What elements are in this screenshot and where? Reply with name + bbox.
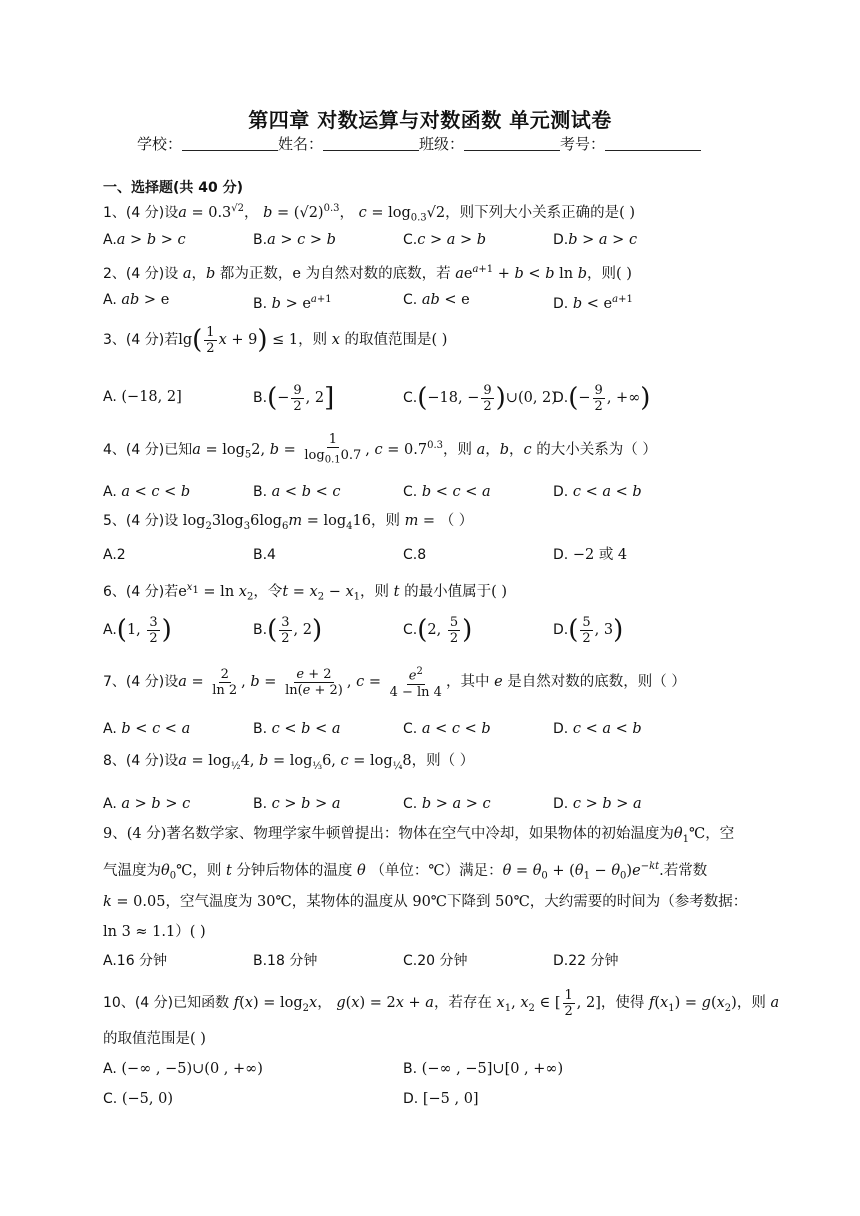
- name-label: 姓名：: [278, 135, 324, 153]
- option-d[interactable]: D. [−5 , 0]: [403, 1091, 479, 1107]
- question-10-options-row2: [103, 1088, 783, 1110]
- option-b[interactable]: B.4: [253, 547, 276, 563]
- option-b[interactable]: B. c > b > a: [253, 796, 341, 812]
- option-c[interactable]: C. b > a > c: [403, 796, 491, 812]
- option-c[interactable]: C. (−5, 0): [103, 1091, 173, 1107]
- option-d[interactable]: D. c < a < b: [553, 484, 642, 500]
- question-9-line1-tail: ℃，空: [688, 826, 735, 842]
- question-4: 4、(4 分)已知$a = \log_52$, b = $\frac{1}{\log_{0.1}0.7}$ , $c = 0.7^{0.3}$，则 a，b，c 的大小关系为（ ）: [103, 432, 657, 466]
- question-9-line2: 气温度为$\theta_0℃$，则 t 分钟后物体的温度 θ （单位：℃）满足：$\theta = \theta_0 + (\theta_1 - \theta_0)e^{-kt}$.若常数: [103, 861, 708, 882]
- option-d[interactable]: D.b > a > c: [553, 232, 638, 248]
- question-10-text: ，若存在: [433, 995, 492, 1011]
- question-5-tail: （ ）: [439, 513, 474, 529]
- option-c[interactable]: C.c > a > b: [403, 232, 487, 248]
- option-a[interactable]: A.(1, $\frac{3}{2}$ ): [103, 614, 172, 646]
- option-a[interactable]: A.2: [103, 547, 126, 563]
- question-2: 2、(4 分)设 a，b 都为正数，e 为自然对数的底数，若 $ae^{a+1} + b < b$ ln b，则( ): [103, 264, 632, 282]
- option-b[interactable]: B. $b > e^{a+1}$: [253, 294, 332, 312]
- exam-no-label: 考号：: [560, 135, 606, 153]
- option-c[interactable]: C.20 分钟: [403, 953, 468, 969]
- question-6-text: ，令: [253, 583, 283, 600]
- option-a[interactable]: A. b < c < a: [103, 721, 191, 737]
- question-4-text: ，则: [442, 441, 472, 458]
- question-7-options: [103, 718, 783, 740]
- question-4-stem: 4、(4 分)已知: [103, 441, 193, 458]
- question-8-stem: 8、(4 分)设: [103, 753, 179, 769]
- question-3: 3、(4 分)若lg( $\frac{1}{2}$ x + 9) ≤ 1，则 x 的取值范围是( ): [103, 324, 448, 356]
- option-d[interactable]: D.22 分钟: [553, 953, 619, 969]
- question-5-options: [103, 544, 783, 566]
- school-label: 学校：: [137, 135, 183, 153]
- question-8: 8、(4 分)设$a = \log_{\frac{1}{2}}4$, $b = \log_{\frac{1}{3}}6$, $c = \log_{\frac{1}{4}}8$，则（ ）: [103, 753, 475, 772]
- question-8-options: [103, 793, 783, 815]
- question-6-tail: 的最小值属于( ): [404, 583, 508, 600]
- option-c[interactable]: C. a < c < b: [403, 721, 491, 737]
- question-9-line4: ln 3 ≈ 1.1）( ): [103, 924, 206, 940]
- option-d[interactable]: D.( $\frac{5}{2}$ , 3): [553, 614, 624, 646]
- question-9-text-c: 分钟后物体的温度: [236, 862, 353, 879]
- question-2-text: 都为正数，e 为自然对数的底数，若: [219, 265, 451, 282]
- question-8-tail: ，则（ ）: [411, 753, 475, 769]
- question-4-options: [103, 481, 783, 503]
- student-info-line: [137, 133, 701, 154]
- question-7-text: ，其中: [445, 674, 490, 690]
- exam-no-blank[interactable]: [605, 136, 701, 151]
- option-a[interactable]: A. ab > e: [103, 292, 170, 308]
- question-1-tail: ，则下列大小关系正确的是( ): [445, 204, 636, 221]
- question-9-options: [103, 950, 783, 972]
- section-heading: 一、选择题(共 40 分): [103, 180, 244, 196]
- class-blank[interactable]: [464, 136, 560, 151]
- question-10-stem: 10、(4 分)已知函数: [103, 995, 230, 1011]
- question-10-options-row1: [103, 1058, 783, 1080]
- question-7: 7、(4 分)设a = $\frac{2}{\ln 2}$ , b = $\frac{e + 2}{\ln(e + 2)}$ , c = $\frac{e^2}{4 - \ln 4}$ ，其中 e 是自然对数的底数，则（ ）: [103, 666, 686, 700]
- question-10-text2: ，使得: [600, 995, 645, 1011]
- question-1: 1、(4 分)设$a = 0.3^{√2}$， $b = (√2)^{0.3}$， $c = \log_{0.3}√2$，则下列大小关系正确的是( ): [103, 203, 636, 224]
- question-2-tail: ，则( ): [587, 265, 632, 282]
- question-7-tail: 是自然对数的底数，则（ ）: [507, 674, 686, 690]
- option-d[interactable]: D. c < a < b: [553, 721, 642, 737]
- question-5-text: ，则: [370, 513, 400, 529]
- question-9-text-e: .若常数: [659, 862, 708, 879]
- question-5-stem: 5、(4 分)设: [103, 513, 179, 529]
- option-b[interactable]: B.( $\frac{3}{2}$ , 2): [253, 614, 323, 646]
- question-9-stem: 9、(4 分)著名数学家、物理学家牛顿曾提出：物体在空气中冷却，如果物体的初始温度为: [103, 826, 674, 842]
- school-blank[interactable]: [182, 136, 278, 151]
- question-9-text-d: （单位：℃）满足：: [370, 862, 503, 879]
- option-d[interactable]: D. −2 或 4: [553, 547, 628, 563]
- question-6-stem: 6、(4 分)若: [103, 583, 179, 600]
- question-5: 5、(4 分)设 $\log_23\log_36\log_6m = \log_416$，则 m = （ ）: [103, 513, 474, 532]
- option-a[interactable]: A. (−∞ , −5)∪(0 , +∞): [103, 1061, 263, 1077]
- exam-title: 第四章 对数运算与对数函数 单元测试卷: [248, 108, 612, 132]
- option-a[interactable]: A.16 分钟: [103, 953, 168, 969]
- question-3-stem: 3、(4 分)若: [103, 332, 179, 348]
- question-3-tail: 的取值范围是( ): [344, 332, 448, 348]
- class-label: 班级：: [419, 135, 465, 153]
- question-3-text: ，则: [298, 332, 328, 348]
- question-10-tail: 的取值范围是( ): [103, 1031, 206, 1047]
- question-1-options: [103, 229, 783, 251]
- option-b[interactable]: B.(− $\frac{9}{2}$ , 2]: [253, 382, 335, 414]
- option-d[interactable]: D. $b < e^{a+1}$: [553, 294, 633, 312]
- option-c[interactable]: C.8: [403, 547, 427, 563]
- question-6-text2: ，则: [360, 583, 390, 600]
- question-9-line1: 9、(4 分)著名数学家、物理学家牛顿曾提出：物体在空气中冷却，如果物体的初始温度为$\theta_1℃$，空: [103, 826, 735, 845]
- option-b[interactable]: B. c < b < a: [253, 721, 341, 737]
- option-c[interactable]: C.(−18, − $\frac{9}{2}$ )∪(0, 2): [403, 382, 557, 414]
- question-6-options: [103, 612, 783, 652]
- question-1-stem: 1、(4 分)设: [103, 204, 179, 221]
- question-9-tail: ( ): [189, 924, 206, 940]
- question-7-stem: 7、(4 分)设: [103, 674, 179, 690]
- option-b[interactable]: B. (−∞ , −5]∪[0 , +∞): [403, 1061, 564, 1077]
- question-3-options: [103, 380, 783, 416]
- question-9-line3: k = 0.05，空气温度为 30℃，某物体的温度从 90℃下降到 50℃，大约需要的时间为（参考数据：: [103, 894, 748, 910]
- question-2-options: [103, 289, 783, 311]
- option-a[interactable]: A. a > b > c: [103, 796, 191, 812]
- question-9-text-3: ，空气温度为 30℃，某物体的温度从 90℃下降到 50℃，大约需要的时间为（参考数据：: [165, 894, 748, 910]
- name-blank[interactable]: [323, 136, 419, 151]
- option-c[interactable]: C. ab < e: [403, 292, 470, 308]
- question-9-text-a: 气温度为: [103, 862, 161, 879]
- option-b[interactable]: B. a < b < c: [253, 484, 341, 500]
- option-b[interactable]: B.18 分钟: [253, 953, 318, 969]
- option-c[interactable]: C. b < c < a: [403, 484, 491, 500]
- option-d[interactable]: D. c > b > a: [553, 796, 642, 812]
- option-a[interactable]: A. a < c < b: [103, 484, 191, 500]
- question-10-line1: 10、(4 分)已知函数 $f(x) = \log_2x$， g(x) = 2x + a，若存在 $x_1$, $x_2$ ∈ [ $\frac{1}{2}$ , 2]，使得 $f(x_1) = g(x_2)$，则 a: [103, 987, 780, 1019]
- question-9-text-b: ℃，则: [176, 862, 222, 879]
- question-10-text3: ，则: [736, 995, 766, 1011]
- option-a[interactable]: A. (−18, 2]: [103, 389, 182, 405]
- option-b[interactable]: B.a > c > b: [253, 232, 336, 248]
- option-d[interactable]: D.(− $\frac{9}{2}$ , +∞): [553, 382, 651, 414]
- question-10-line2: [103, 1028, 760, 1050]
- question-2-stem: 2、(4 分)设: [103, 265, 179, 282]
- question-6: 6、(4 分)若$e^{x_1} = \ln x_2$，令$t = x_2 - x_1$，则 t 的最小值属于( ): [103, 582, 508, 603]
- option-c[interactable]: C.(2, $\frac{5}{2}$ ): [403, 614, 473, 646]
- option-a[interactable]: A.a > b > c: [103, 232, 186, 248]
- question-4-tail: 的大小关系为（ ）: [536, 441, 657, 458]
